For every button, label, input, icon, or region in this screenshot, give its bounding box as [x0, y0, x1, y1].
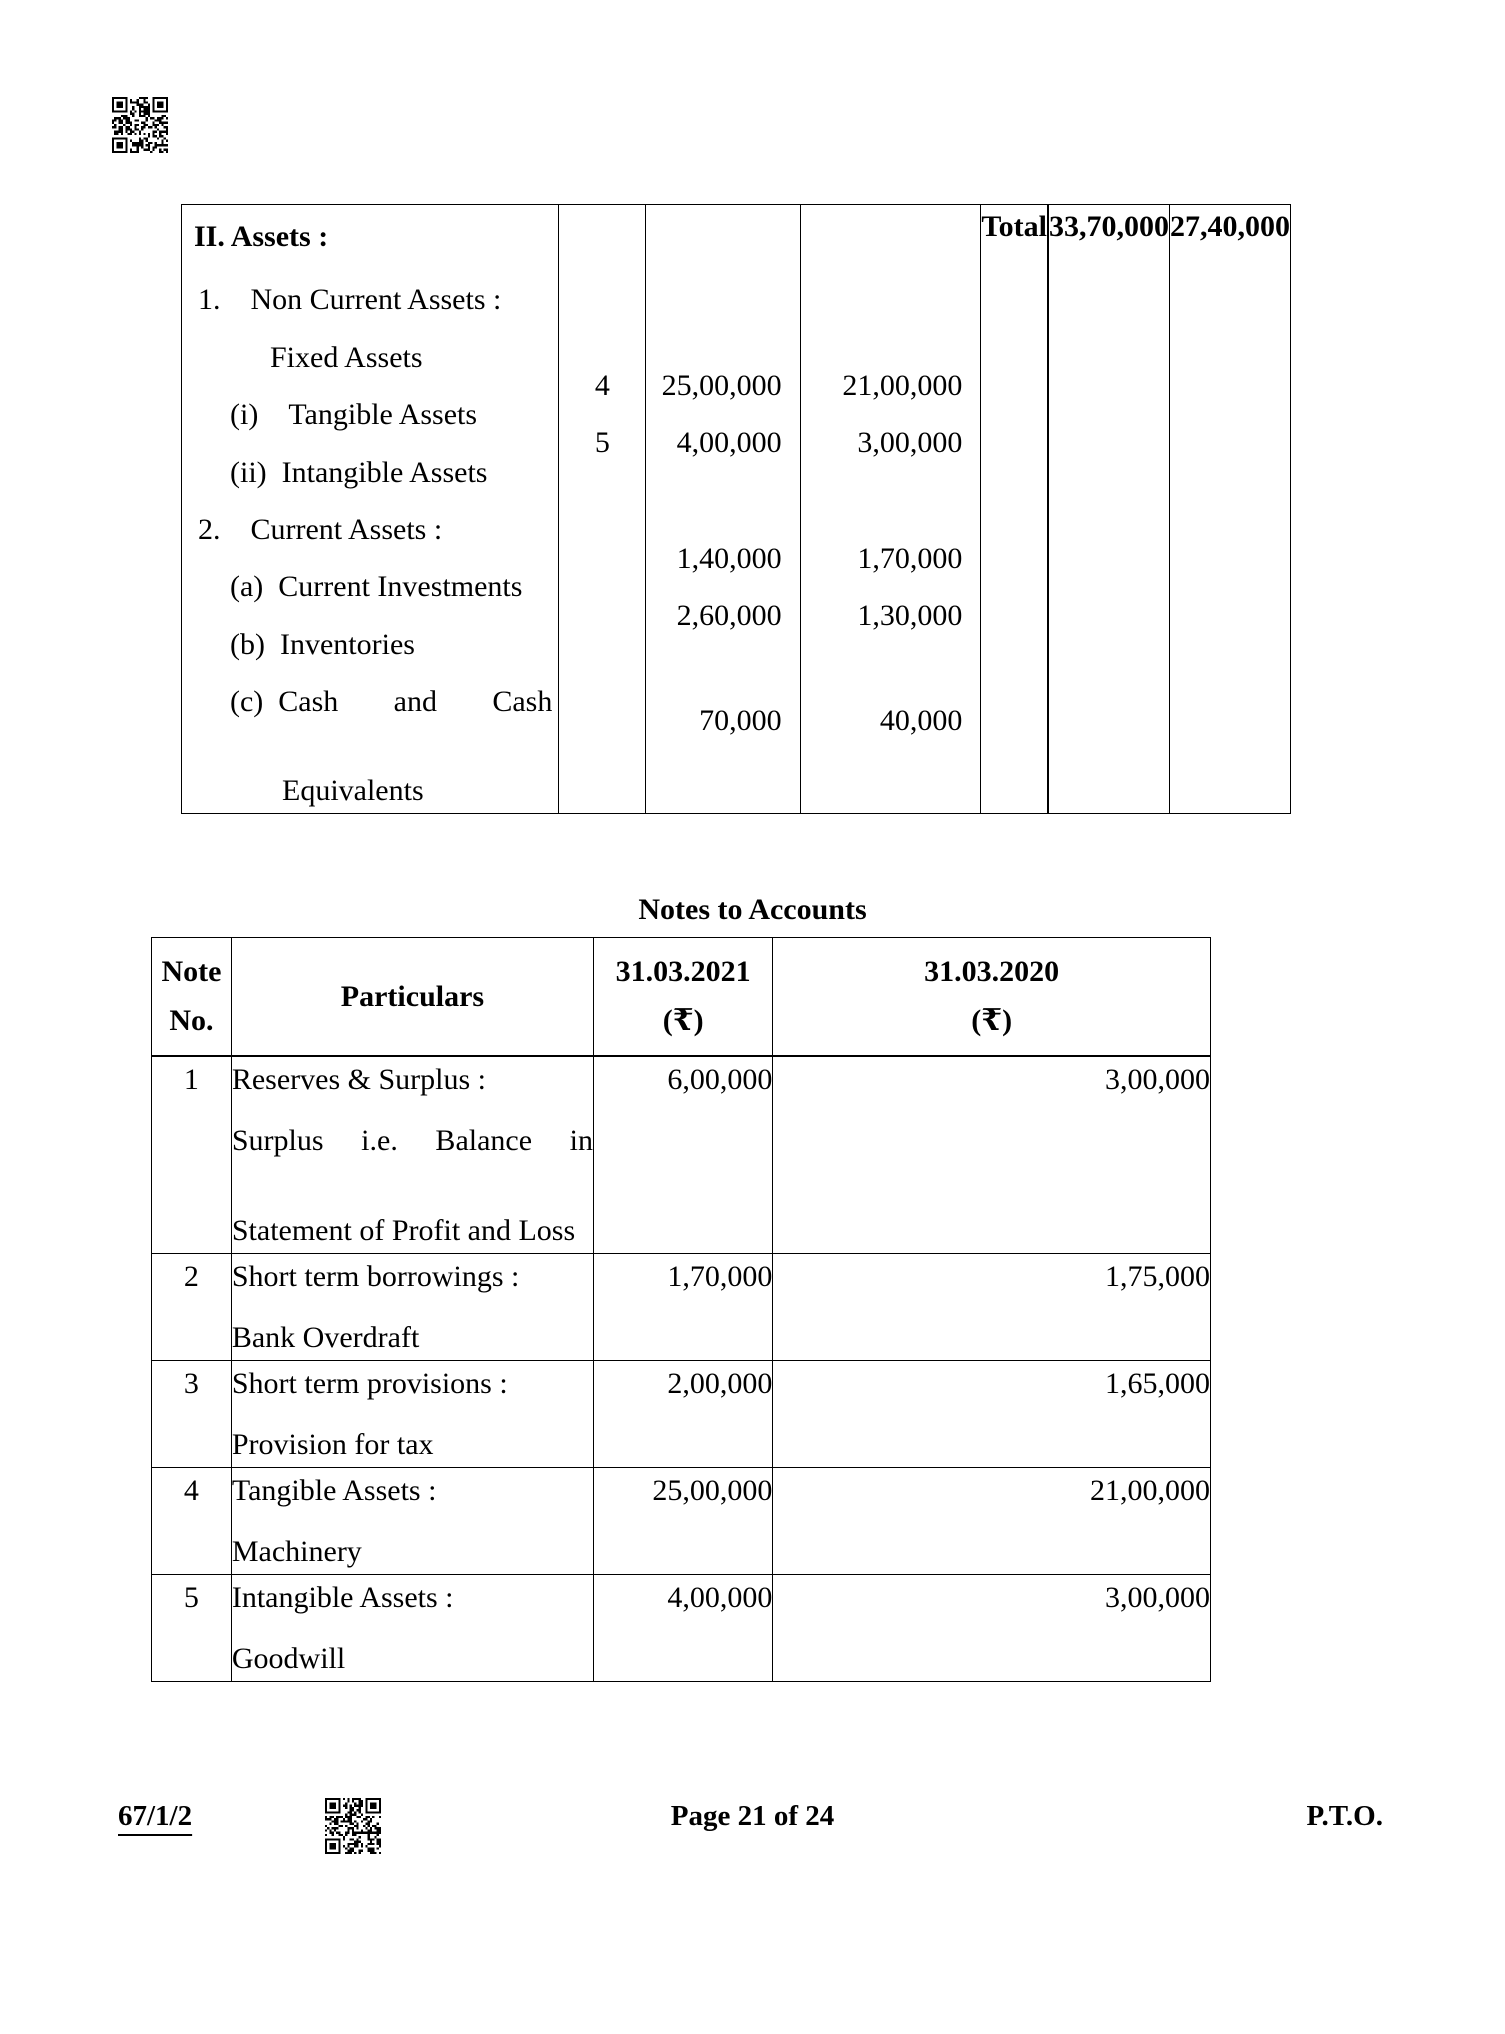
value-2021-intangible-assets: 4,00,000 [676, 426, 782, 460]
pto-label: P.T.O. [1306, 1800, 1383, 1832]
total-label: Total [981, 205, 1048, 814]
value-2021-tangible-assets: 25,00,000 [661, 369, 782, 402]
note-particulars: Reserves & Surplus : Surplus i.e. Balance in Statement of Profit and Loss [231, 1056, 593, 1254]
note-particulars: Short term provisions : Provision for tax [231, 1361, 593, 1468]
paper-code: 67/1/2 [118, 1800, 193, 1832]
note-value-2021: 2,00,000 [594, 1361, 773, 1468]
column-header-note-no: Note No. [152, 938, 232, 1057]
value-2020-cash-and-cash-equivalents: 40,000 [879, 703, 963, 737]
note-particulars: Intangible Assets : Goodwill [231, 1575, 593, 1682]
note-number: 3 [152, 1361, 232, 1468]
row-label-current-investments: (a) Current Investments [230, 570, 523, 604]
note-number: 5 [152, 1575, 232, 1682]
notes-to-accounts-heading: Notes to Accounts [638, 893, 867, 926]
row-label-inventories: (b) Inventories [230, 627, 415, 661]
table-row [152, 1056, 1211, 1254]
row-label-intangible-assets: (ii) Intangible Assets [230, 455, 488, 489]
value-2021-inventories: 2,60,000 [676, 599, 782, 633]
note-number: 1 [152, 1056, 232, 1254]
note-value-2020: 21,00,000 [773, 1468, 1211, 1575]
column-header-year-2020: 31.03.2020 (₹) [773, 938, 1211, 1057]
total-value-2021: 33,70,000 [1049, 205, 1170, 814]
note-ref-intangible-assets: 5 [594, 426, 610, 460]
note-value-2020: 1,65,000 [773, 1361, 1211, 1468]
note-particulars: Tangible Assets : Machinery [231, 1468, 593, 1575]
note-value-2020: 1,75,000 [773, 1254, 1211, 1361]
row-label-tangible-assets: (i) Tangible Assets [230, 398, 478, 432]
value-2020-intangible-assets: 3,00,000 [857, 426, 963, 460]
value-2020-inventories: 1,30,000 [857, 599, 963, 633]
value-2020-current-investments: 1,70,000 [857, 541, 963, 575]
page-number: Page 21 of 24 [670, 1800, 835, 1832]
note-number: 4 [152, 1468, 232, 1575]
value-2021-cash-and-cash-equivalents: 70,000 [699, 703, 782, 737]
note-value-2020: 3,00,000 [773, 1056, 1211, 1254]
row-label-current-assets: 2. Current Assets : [198, 512, 443, 546]
assets-section-title: II. Assets : [194, 220, 329, 253]
note-number: 2 [152, 1254, 232, 1361]
table-row [152, 1575, 1211, 1682]
row-label-cash-and-cash-equivalents: (c) Cash and Cash Equivalents [230, 685, 553, 807]
row-label-fixed-assets: Fixed Assets [270, 340, 423, 374]
note-value-2021: 4,00,000 [594, 1575, 773, 1682]
column-header-particulars: Particulars [231, 938, 593, 1057]
note-value-2021: 25,00,000 [594, 1468, 773, 1575]
table-row [152, 1254, 1211, 1361]
note-value-2021: 6,00,000 [594, 1056, 773, 1254]
assets-balance-sheet-table [181, 204, 1291, 814]
table-row [152, 1361, 1211, 1468]
note-ref-tangible-assets: 4 [594, 369, 610, 402]
value-2021-current-investments: 1,40,000 [676, 541, 782, 575]
row-label-non-current-assets: 1. Non Current Assets : [198, 283, 502, 317]
note-value-2021: 1,70,000 [594, 1254, 773, 1361]
value-2020-tangible-assets: 21,00,000 [842, 369, 963, 402]
note-value-2020: 3,00,000 [773, 1575, 1211, 1682]
table-row [152, 1468, 1211, 1575]
table-header-row [152, 938, 1211, 1057]
qr-code-top [112, 97, 168, 153]
notes-to-accounts-table [151, 937, 1211, 1682]
column-header-year-2021: 31.03.2021 (₹) [594, 938, 773, 1057]
note-particulars: Short term borrowings : Bank Overdraft [231, 1254, 593, 1361]
page-footer [0, 1800, 1505, 1870]
total-value-2020: 27,40,000 [1170, 205, 1291, 814]
